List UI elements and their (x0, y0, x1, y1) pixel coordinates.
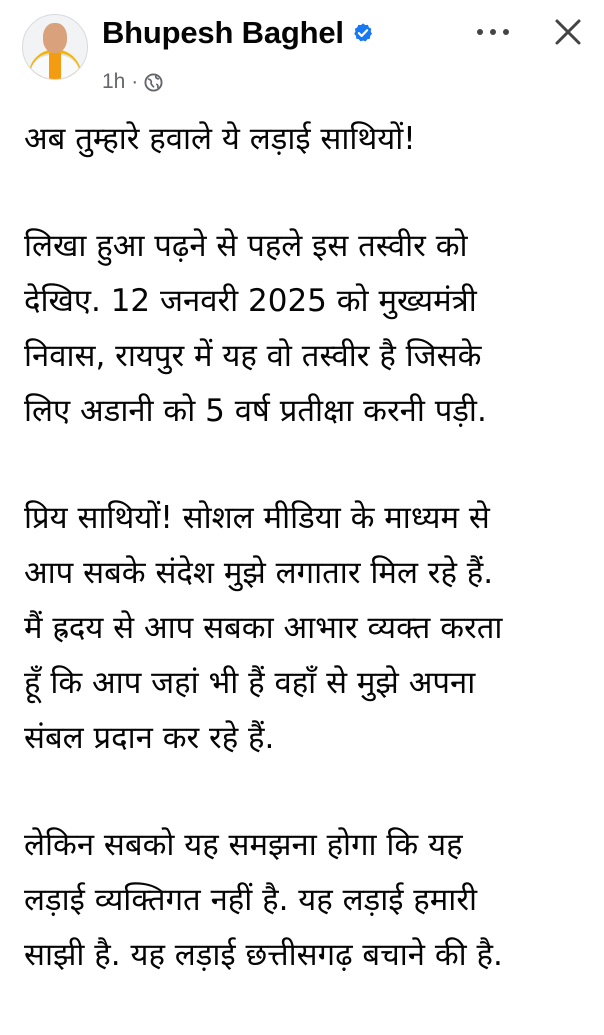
post-paragraph (24, 818, 590, 983)
post-paragraph (24, 112, 590, 167)
verified-badge-icon (352, 22, 374, 44)
post-line: अब तुम्हारे हवाले ये लड़ाई साथियों! (24, 121, 416, 157)
post-line: देखिए. 12 जनवरी 2025 को मुख्यमंत्री (24, 283, 477, 319)
post-line: मैं ह्रदय से आप सबका आभार व्यक्त करता (24, 610, 503, 646)
more-options-button[interactable] (470, 14, 516, 50)
post-line: हूँ कि आप जहां भी हैं वहाँ से मुझे अपना (24, 665, 476, 701)
post-line: साझी है. यह लड़ाई छत्तीसगढ़ बचाने की है. (24, 937, 503, 973)
post-header (0, 0, 604, 110)
post-line: प्रिय साथियों! सोशल मीडिया के माध्यम से (24, 500, 490, 536)
author-name-row (102, 15, 374, 51)
post-line: लेकिन सबको यह समझना होगा कि यह (24, 827, 463, 863)
post-line: आप सबके संदेश मुझे लगातार मिल रहे हैं. (24, 555, 494, 591)
post-meta (102, 70, 163, 94)
avatar-scarf (49, 53, 61, 79)
more-options-icon (476, 28, 510, 36)
post-time[interactable]: 1h · (102, 70, 139, 93)
author-avatar[interactable] (22, 14, 88, 80)
post-line: संबल प्रदान कर रहे हैं. (24, 720, 275, 756)
author-name[interactable]: Bhupesh Baghel (102, 15, 344, 50)
post-line: लड़ाई व्यक्तिगत नहीं है. यह लड़ाई हमारी (24, 882, 478, 918)
post-line: लिखा हुआ पढ़ने से पहले इस तस्वीर को (24, 228, 468, 264)
close-button[interactable] (548, 12, 588, 52)
avatar-face (43, 23, 67, 53)
post-paragraph (24, 219, 590, 439)
post-text (24, 112, 590, 1035)
close-icon (554, 18, 582, 46)
post-line: लिए अडानी को 5 वर्ष प्रतीक्षा करनी पड़ी. (24, 393, 487, 429)
post-line: निवास, रायपुर में यह वो तस्वीर है जिसके (24, 338, 482, 374)
post-paragraph (24, 491, 590, 766)
globe-icon[interactable] (144, 73, 163, 92)
